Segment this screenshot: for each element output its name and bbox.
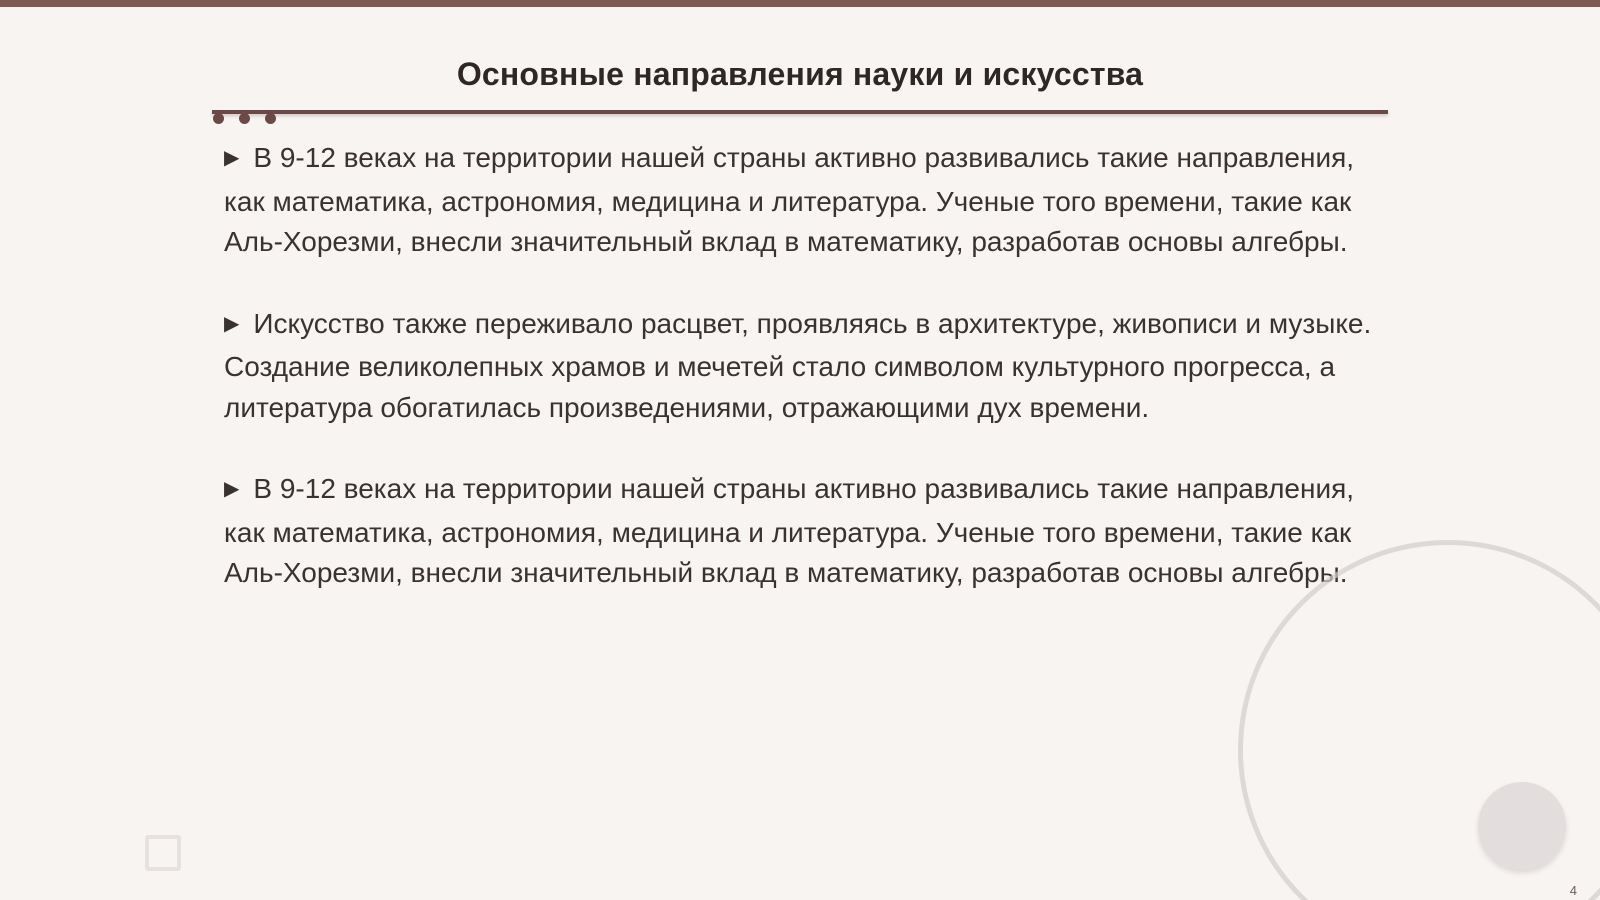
slide-title: Основные направления науки и искусства: [456, 56, 1144, 92]
paragraph-text: Искусство также переживало расцвет, проявляясь в архитектуре, живописи и музыке. Создание великолепных храмов и мечетей стало символом культурного прогресса, а литература обогатилась произведениями, отражающими дух времени.: [224, 307, 1372, 423]
decorative-circle: [1478, 782, 1566, 870]
paragraph-text: В 9-12 веках на территории нашей страны активно развивались такие направления, как математика, астрономия, медицина и литература. Ученые того времени, такие как Аль-Хорезми, внесли значительный вклад в математику, разработав основы алгебры.: [224, 473, 1355, 588]
triangle-bullet-icon: ▶: [224, 478, 240, 500]
decorative-square: [145, 835, 181, 871]
decorative-dot: [265, 113, 276, 124]
page-number: 4: [1569, 883, 1577, 898]
paragraph-text: В 9-12 веках на территории нашей страны активно развивались такие направления, как математика, астрономия, медицина и литература. Ученые того времени, такие как Аль-Хорезми, внесли значительный вклад в математику, разработав основы алгебры.: [224, 142, 1355, 257]
bullet-paragraph: [224, 304, 1384, 429]
slide-body: [224, 138, 1384, 635]
bullet-paragraph: [224, 138, 1384, 263]
decorative-dot: [239, 113, 250, 124]
title-underline: [212, 110, 1388, 114]
bullet-paragraph: [224, 469, 1384, 594]
decorative-dot: [213, 113, 224, 124]
top-accent-bar: [0, 0, 1600, 7]
triangle-bullet-icon: ▶: [224, 312, 240, 335]
triangle-bullet-icon: ▶: [224, 147, 240, 169]
